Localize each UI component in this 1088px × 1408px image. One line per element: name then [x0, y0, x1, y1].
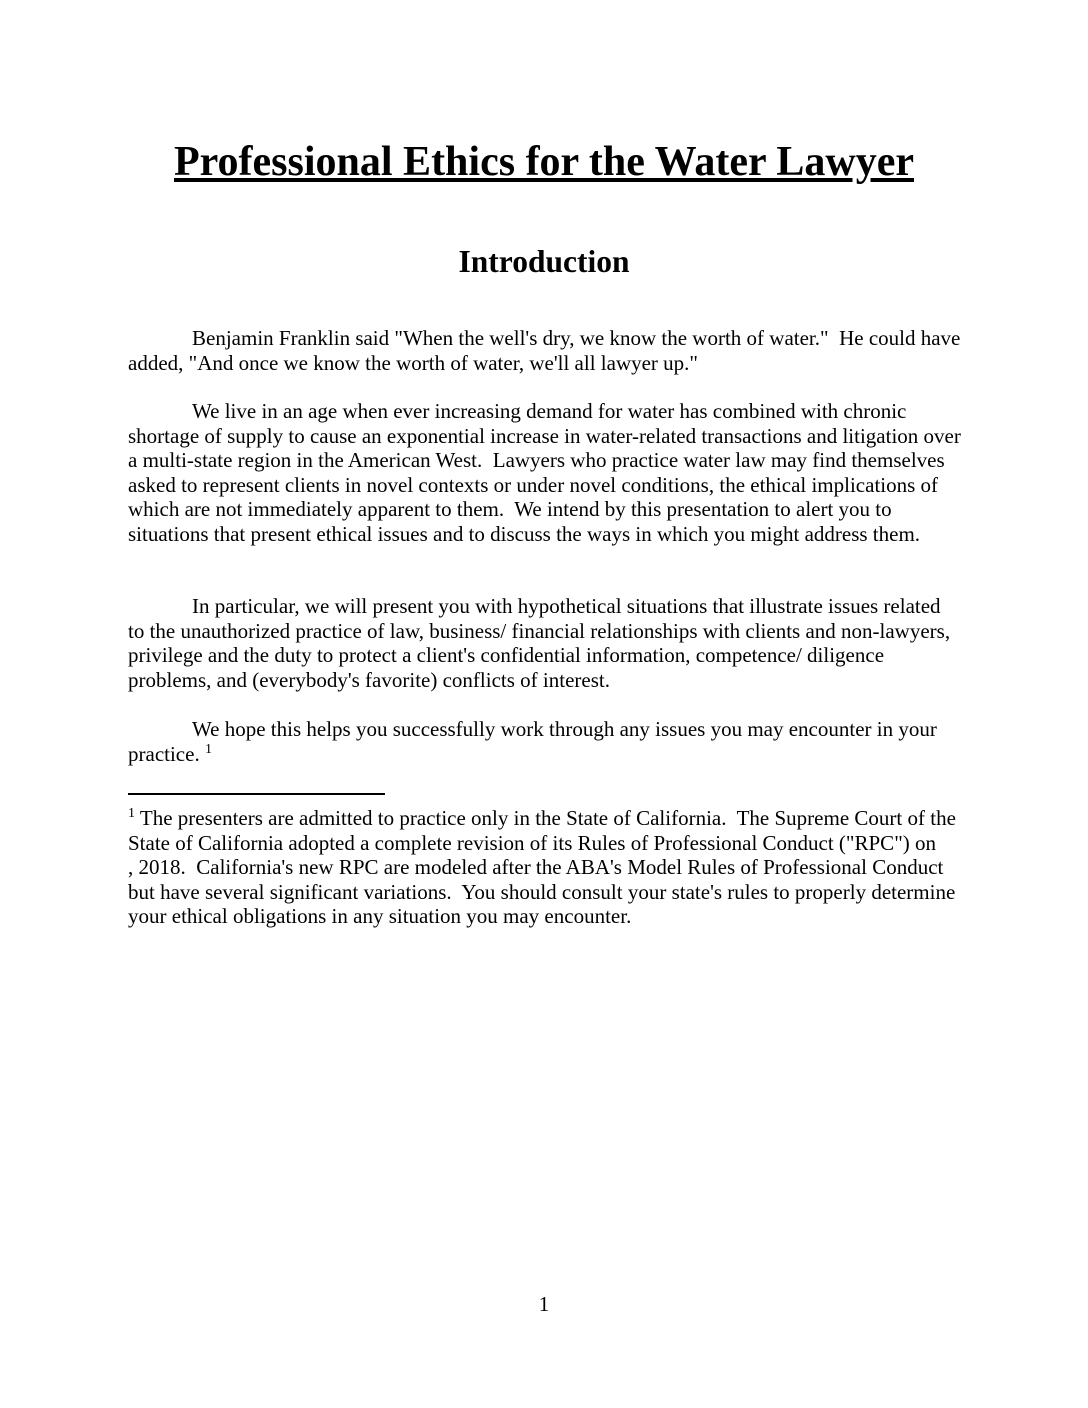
page-number: 1 — [538, 1292, 550, 1316]
paragraph-water-demand: We live in an age when ever increasing demand for water has combined with chronic shortage of supply to cause an exponential increase in water-related transactions and litigation over a multi-state region in the American West. Lawyers who practice water law may find themselves asked to represent clients in novel contexts or under novel conditions, the ethical implications of which are not immediately apparent to them. We intend by this presentation to alert you to situations that present ethical issues and to discuss the ways in which you might address them. — [128, 399, 967, 546]
paragraph-hypothetical-situations: In particular, we will present you with hypothetical situations that illustrate issues related to the unauthorized practice of law, business/ financial relationships with clients and non-lawyers, privilege and the duty to protect a client's confidential information, competence/ diligence problems, and (everybody's favorite) conflicts of interest. — [128, 594, 956, 692]
paragraph-closing — [128, 717, 961, 766]
footnote-reference-mark: 1 — [204, 741, 212, 757]
paragraph-closing-text: We hope this helps you successfully work through any issues you may encounter in your practice. — [128, 717, 943, 766]
paragraph-franklin-quote: Benjamin Franklin said "When the well's dry, we know the worth of water." He could have added, "And once we know the worth of water, we'll all lawyer up." — [128, 326, 966, 375]
document-title: Professional Ethics for the Water Lawyer — [174, 139, 914, 185]
footnote-marker: 1 — [128, 806, 135, 821]
section-heading-introduction: Introduction — [458, 244, 630, 279]
footnote — [128, 806, 979, 929]
footnote-text: The presenters are admitted to practice only in the State of California. The Supreme Court of the State of California adopted a complete revision of its Rules of Professional Conduct ("RPC") on , 2018. California's new RPC are modeled after the ABA's Model Rules of Professional Conduct but have several significant variations. You should consult your state's rules to properly determine your ethical obligations in any situation you may encounter. — [128, 806, 979, 928]
footnote-separator-rule — [128, 793, 385, 795]
